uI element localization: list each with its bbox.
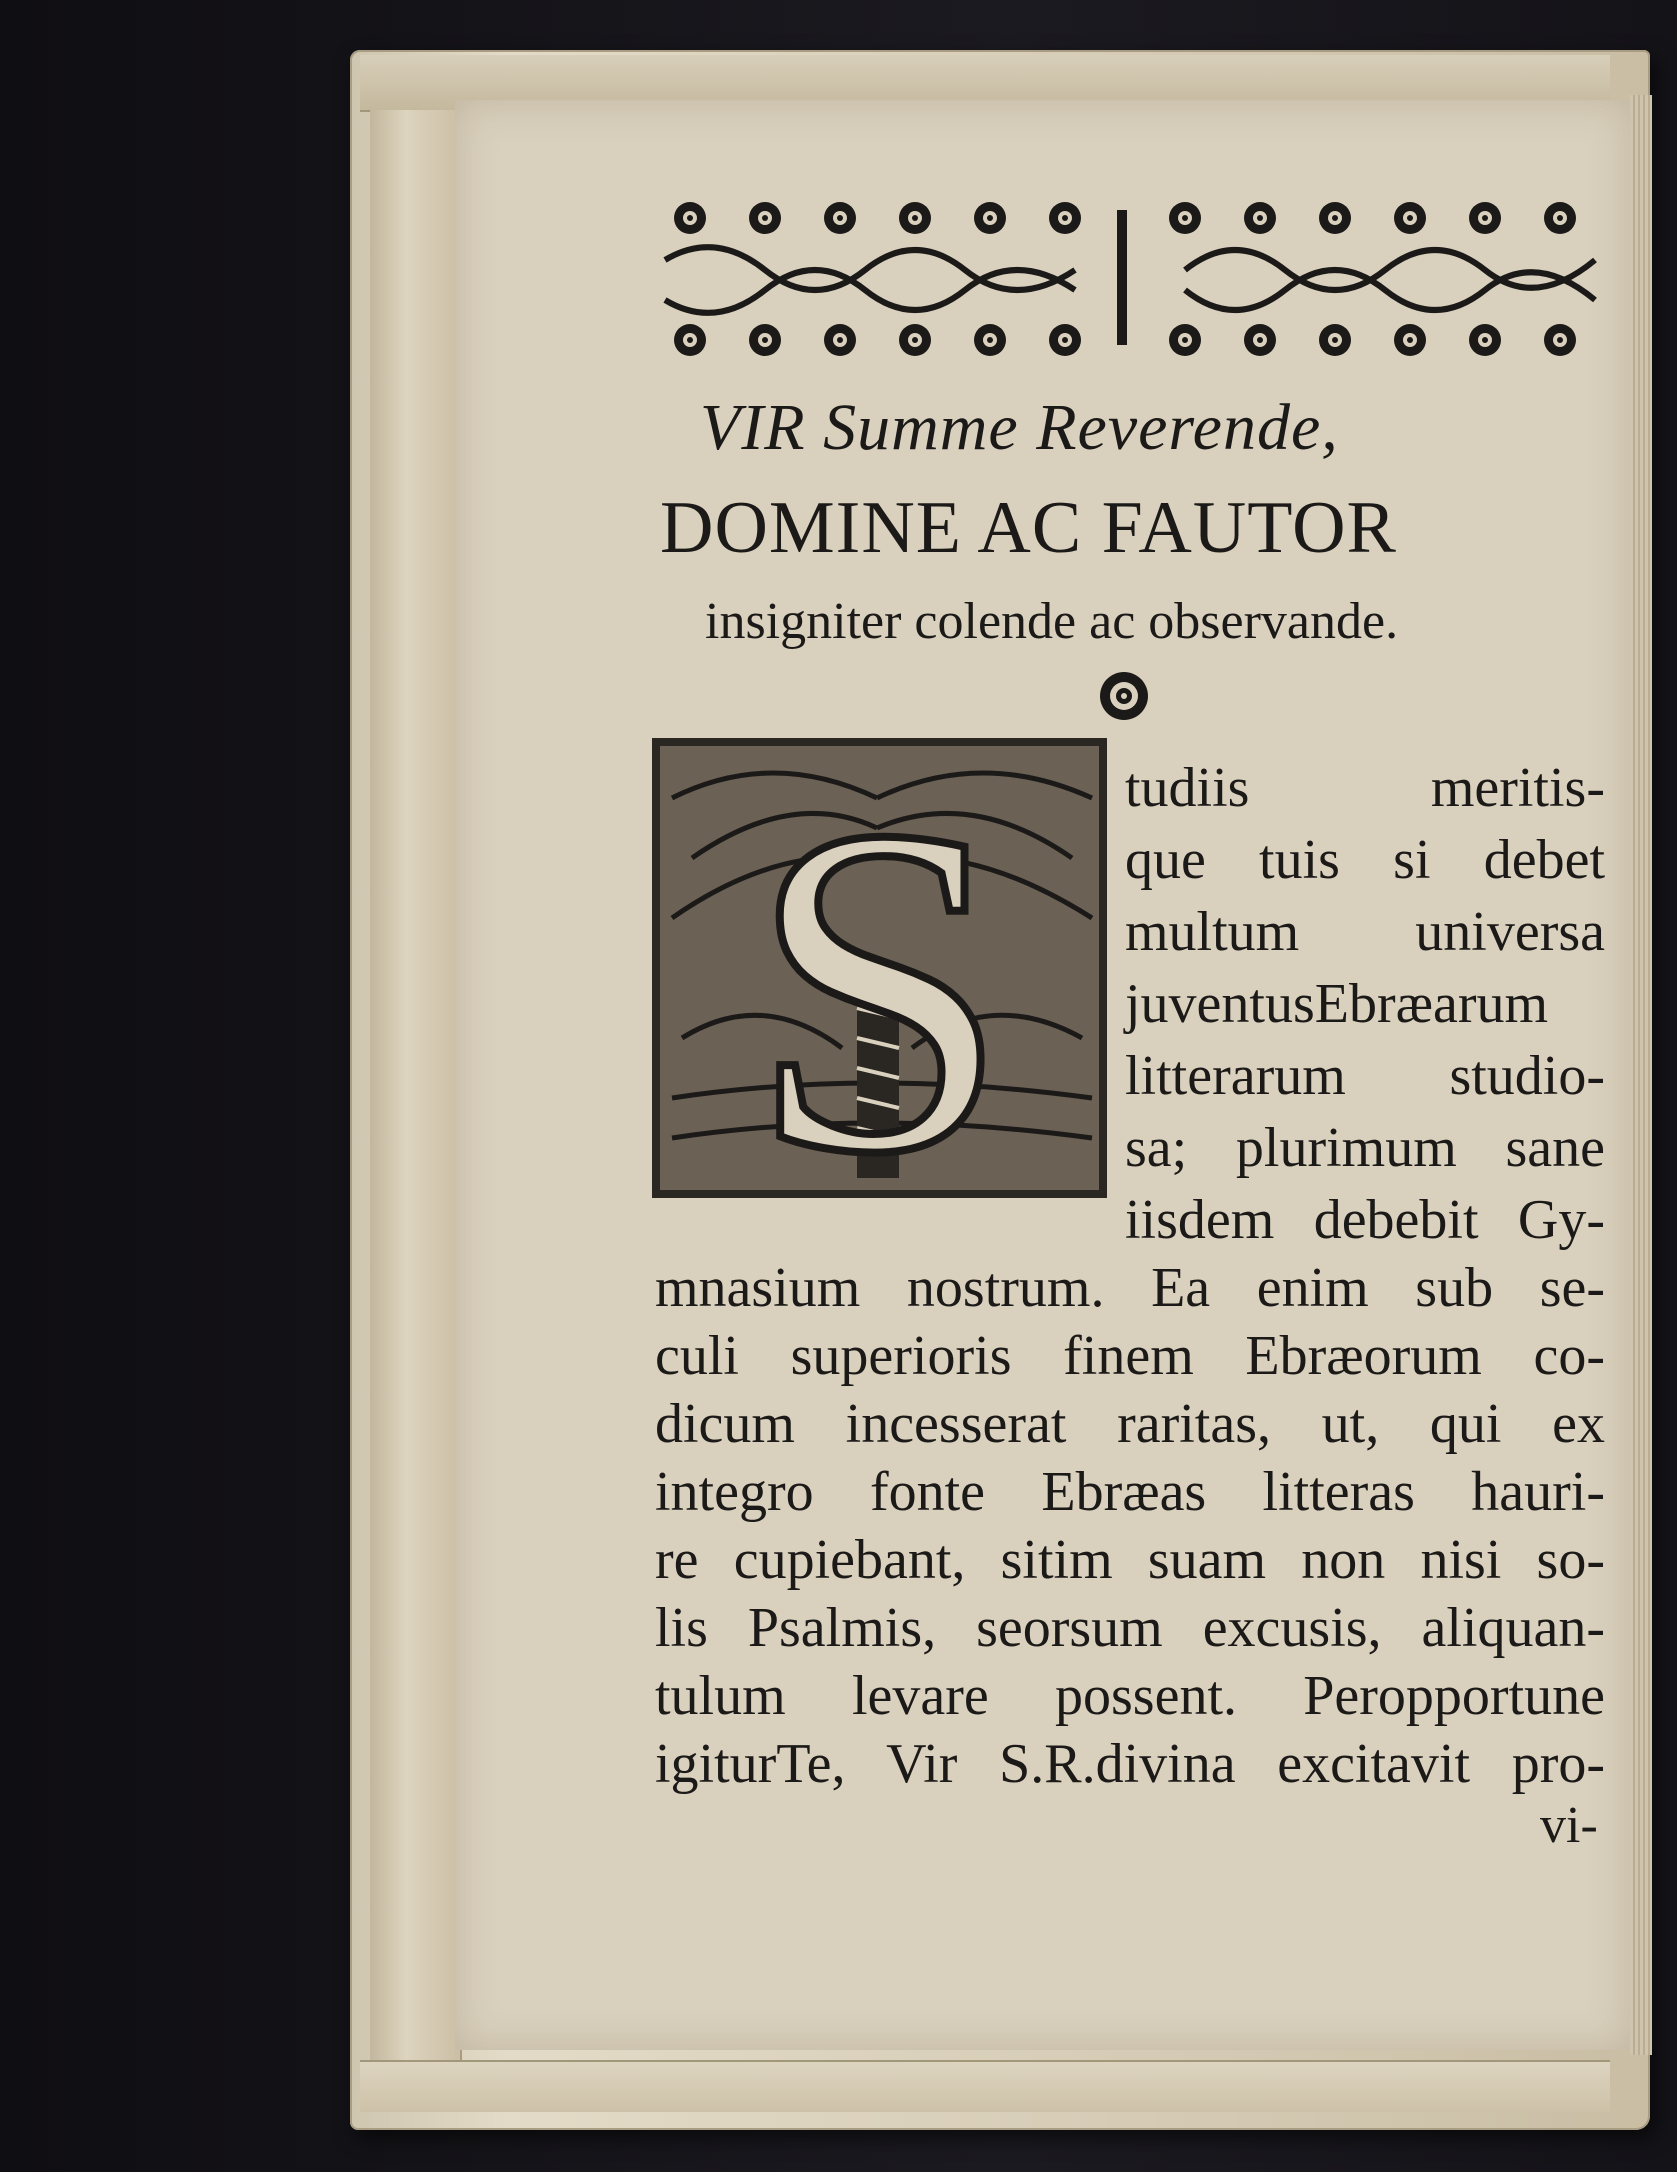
text-line: re cupiebant, sitim suam non nisi so- — [655, 1529, 1605, 1591]
text-line: sa; plurimum sane — [1125, 1117, 1605, 1179]
text-line: mnasium nostrum. Ea enim sub se- — [655, 1257, 1605, 1319]
initial-letter: S — [748, 738, 1010, 1198]
text-line: multum universa — [1125, 901, 1605, 963]
text-line: iisdem debebit Gy- — [1125, 1189, 1605, 1251]
page-edges — [1630, 95, 1652, 2055]
text-line: culi superioris finem Ebræorum co- — [655, 1325, 1605, 1387]
salutation-line-2: DOMINE AC FAUTOR — [660, 487, 1397, 569]
salutation-line-1: VIR Summe Reverende, — [700, 391, 1339, 464]
rosette-ornament-icon — [1098, 670, 1150, 722]
text-line: tudiis meritis- — [1125, 757, 1605, 819]
text-line: integro fonte Ebræas litteras hauri- — [655, 1461, 1605, 1523]
woodcut-initial-s — [652, 738, 1107, 1198]
text-line: tulum levare possent. Peropportune — [655, 1665, 1605, 1727]
text-line: litterarum studio- — [1125, 1045, 1605, 1107]
floral-ornament-band — [655, 190, 1605, 365]
cover-fold-bottom — [360, 2060, 1610, 2112]
salutation-line-3: insigniter colende ac observande. — [705, 593, 1399, 650]
text-line: que tuis si debet — [1125, 829, 1605, 891]
text-line: dicum incesserat raritas, ut, qui ex — [655, 1393, 1605, 1455]
cover-fold-left — [370, 110, 462, 2070]
text-line: lis Psalmis, seorsum excusis, aliquan- — [655, 1597, 1605, 1659]
text-line: igiturTe, Vir S.R.divina excitavit pro- — [655, 1733, 1605, 1795]
text-line: juventusEbræarum — [1125, 973, 1549, 1035]
catchword: vi- — [1540, 1797, 1598, 1854]
